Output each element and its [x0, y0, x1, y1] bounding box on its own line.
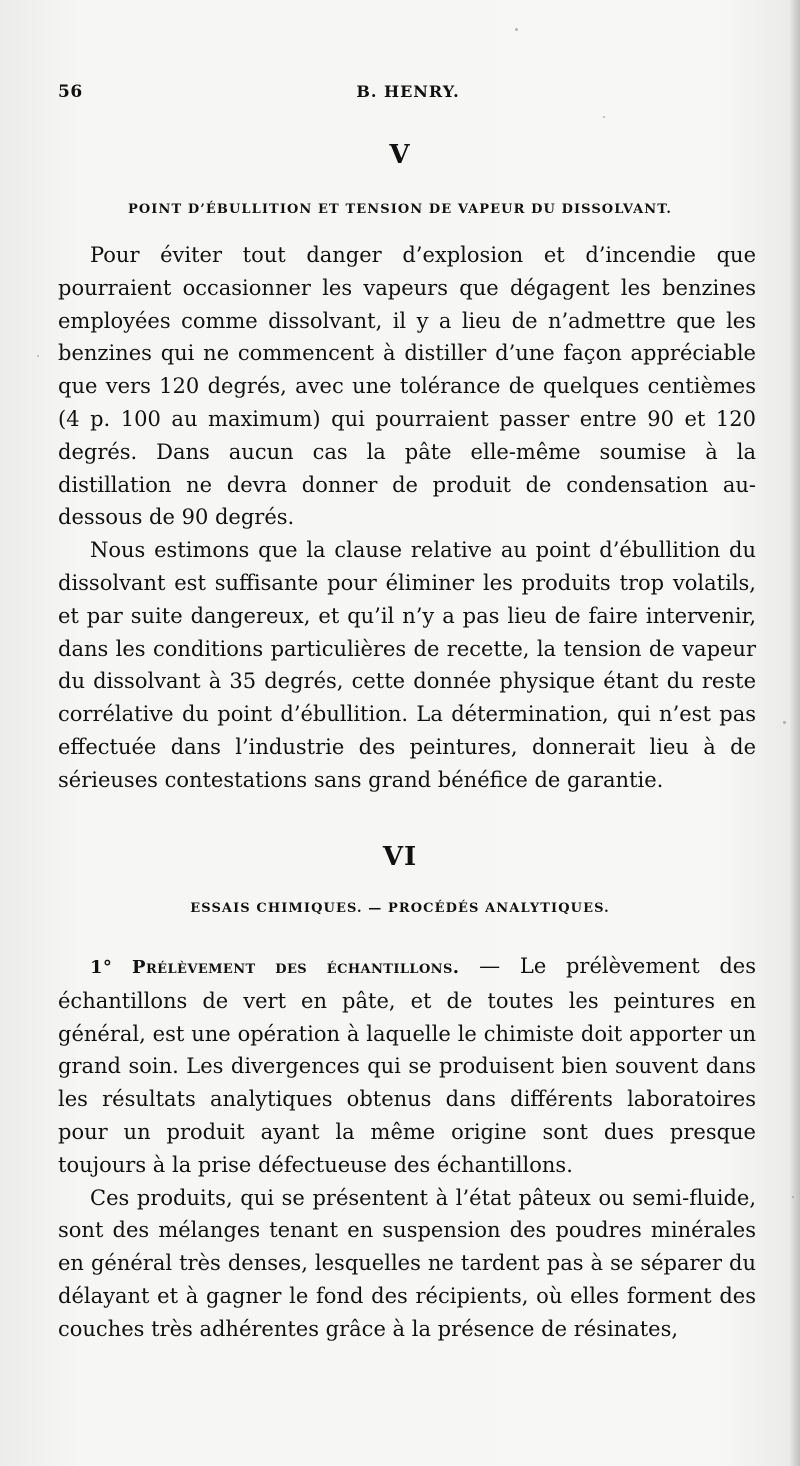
- section-v-paragraph-2: Nous estimons que la clause relative au point d’ébullition du dissolvant est suffisante pour éliminer les produits trop volatils, et par suite dangereux, et qu’il n’y a pas lieu de faire intervenir, dans les conditions particulières de recette, la tension de vapeur du dissolvant à 35 degrés, cette donnée physique étant du reste corrélative du point d’ébullition. La détermination, qui n’est pas effectuée dans l’industrie des peintures, donnerait lieu à de sérieuses contestations sans grand bénéfice de garantie.: [58, 538, 756, 792]
- section-vi-paragraph-1: [58, 950, 756, 1182]
- scan-speck: [792, 1196, 794, 1198]
- page-edge-shadow: [790, 0, 800, 1466]
- section-v-number: V: [389, 140, 411, 170]
- section-v-paragraph-1: Pour éviter tout danger d’explosion et d’incendie que pourraient occasionner les vapeurs que dégagent les benzines employées comme dissolvant, il y a lieu de n’admettre que les benzines qui ne commencent à distiller d’une façon appréciable que vers 120 degrés, avec une tolérance de quelques centièmes (4 p. 100 au maximum) qui pourraient passer entre 90 et 120 degrés. Dans aucun cas la pâte elle-même soumise à la distillation ne devra donner de produit de condensation au-dessous de 90 degrés.: [58, 243, 756, 530]
- running-title: B. HENRY.: [356, 82, 460, 101]
- scan-speck: [515, 28, 518, 31]
- running-header: [58, 82, 758, 106]
- section-vi-paragraph-2: Ces produits, qui se présentent à l’état pâteux ou semi-fluide, sont des mélanges tenant en suspension des poudres minérales en général très denses, lesquelles ne tardent pas à se séparer du délayant et à gagner le fond des récipients, où elles forment des couches très adhérentes grâce à la présence de résinates,: [58, 1185, 756, 1341]
- sampling-heading: 1° Prélèvement des échantillons.: [90, 957, 460, 978]
- section-vi-title: ESSAIS CHIMIQUES. — PROCÉDÉS ANALYTIQUES.: [190, 901, 610, 916]
- page-number: 56: [58, 82, 83, 102]
- scan-speck: [603, 116, 605, 118]
- section-v-title: POINT D’ÉBULLITION ET TENSION DE VAPEUR DU DISSOLVANT.: [127, 202, 673, 217]
- section-v-text: [58, 239, 756, 797]
- scan-speck: [783, 721, 786, 724]
- section-vi-text: [58, 950, 756, 1346]
- scan-speck: [37, 355, 39, 357]
- section-vi-number: VI: [382, 842, 418, 872]
- sampling-text: — Le prélèvement des échantillons de vert en pâte, et de toutes les peintures en général, est une opération à laquelle le chimiste doit apporter un grand soin. Les divergences qui se produisent bien souvent dans les résultats analytiques obtenus dans différents laboratoires pour un produit ayant la même origine sont dues presque toujours à la prise défectueuse des échantillons.: [58, 954, 757, 1177]
